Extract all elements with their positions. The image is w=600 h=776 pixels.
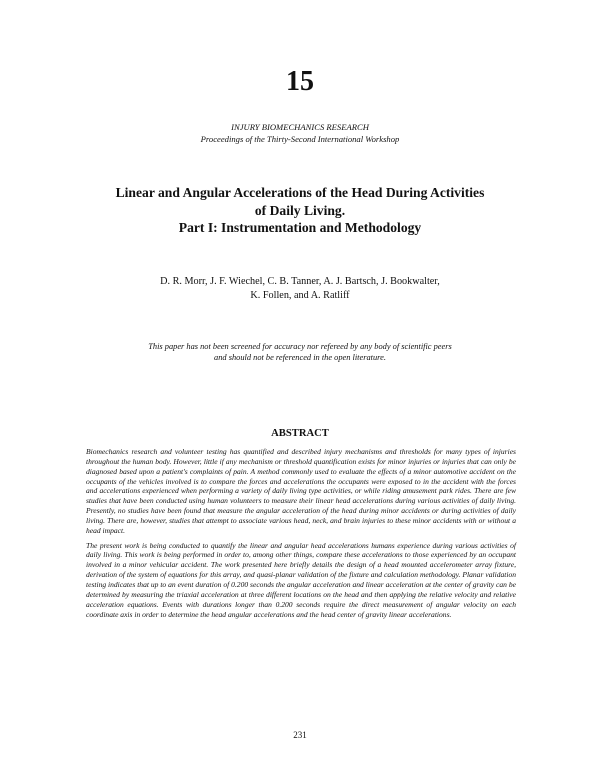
disclaimer-note — [60, 341, 540, 363]
disclaimer-line-2: and should not be referenced in the open literature. — [214, 353, 386, 362]
authors-line-2: K. Follen, and A. Ratliff — [250, 289, 350, 301]
series-title: INJURY BIOMECHANICS RESEARCH — [231, 122, 369, 132]
page-number: 231 — [293, 730, 307, 740]
chapter-number: 15 — [286, 66, 314, 97]
authors-line-1: D. R. Morr, J. F. Wiechel, C. B. Tanner, A. J. Bartsch, J. Bookwalter, — [160, 276, 440, 287]
proceedings-title: Proceedings of the Thirty-Second International Workshop — [200, 133, 400, 144]
paper-title — [60, 184, 540, 237]
title-line-2: of Daily Living. — [254, 202, 346, 218]
title-line-3: Part I: Instrumentation and Methodology — [178, 220, 422, 235]
abstract-paragraph-1: Biomechanics research and volunteer testing has quantified and described injury mechanisms and thresholds for many types of injuries throughout the human body. However, little if any mechanism or threshold quantification exists for minor injuries or injuries that can only be diagnosed based upon a patient's complaints of pain. A method commonly used to evaluate the effects of a minor automotive accident on the occupants of the vehicles involved is to compare the forces and accelerations the occupants were exposed to in the accident with the forces and accelerations experienced when performing a variety of daily living type activities, or while riding amusement park rides. There are few studies that have been conducted using human volunteers to measure their linear head accelerations during various activities of daily living. Presently, no studies have been found that measure the angular acceleration of the head during minor accidents or during activities of daily living. There are, however, studies that attempt to associate various head, neck, and brain injuries to these minor accidents with or without a head impact. — [86, 447, 516, 535]
abstract-paragraph-2: The present work is being conducted to quantify the linear and angular head accelerations humans experience during various activities of daily living. This work is being performed in order to, among other things, compare these accelerations to those experienced by an occupant involved in a minor vehicular accident. The work presented here briefly details the design of a head mounted accelerometer array fixture, derivation of the system of equations for this array, and quasi-planar validation of the fixture and calculation methodology. Planar validation testing indicates that up to an event duration of 0.200 seconds the angular acceleration and linear acceleration at the center of gravity can be determined by measuring the triaxial acceleration at three different locations on the head and then applying the relative velocity and relative acceleration equations. Events with durations longer than 0.200 seconds require the direct measurement of angular velocity on each coordinate axis in order to determine the head angular accelerations and the head center of gravity linear accelerations. — [86, 540, 516, 619]
series-header — [0, 122, 600, 145]
abstract-heading: ABSTRACT — [271, 428, 329, 439]
abstract-body — [86, 447, 516, 624]
title-line-1: Linear and Angular Accelerations of the Head During Activities — [115, 185, 485, 200]
author-list — [60, 275, 540, 302]
disclaimer-line-1: This paper has not been screened for accuracy nor refereed by any body of scientific peers — [148, 342, 452, 351]
